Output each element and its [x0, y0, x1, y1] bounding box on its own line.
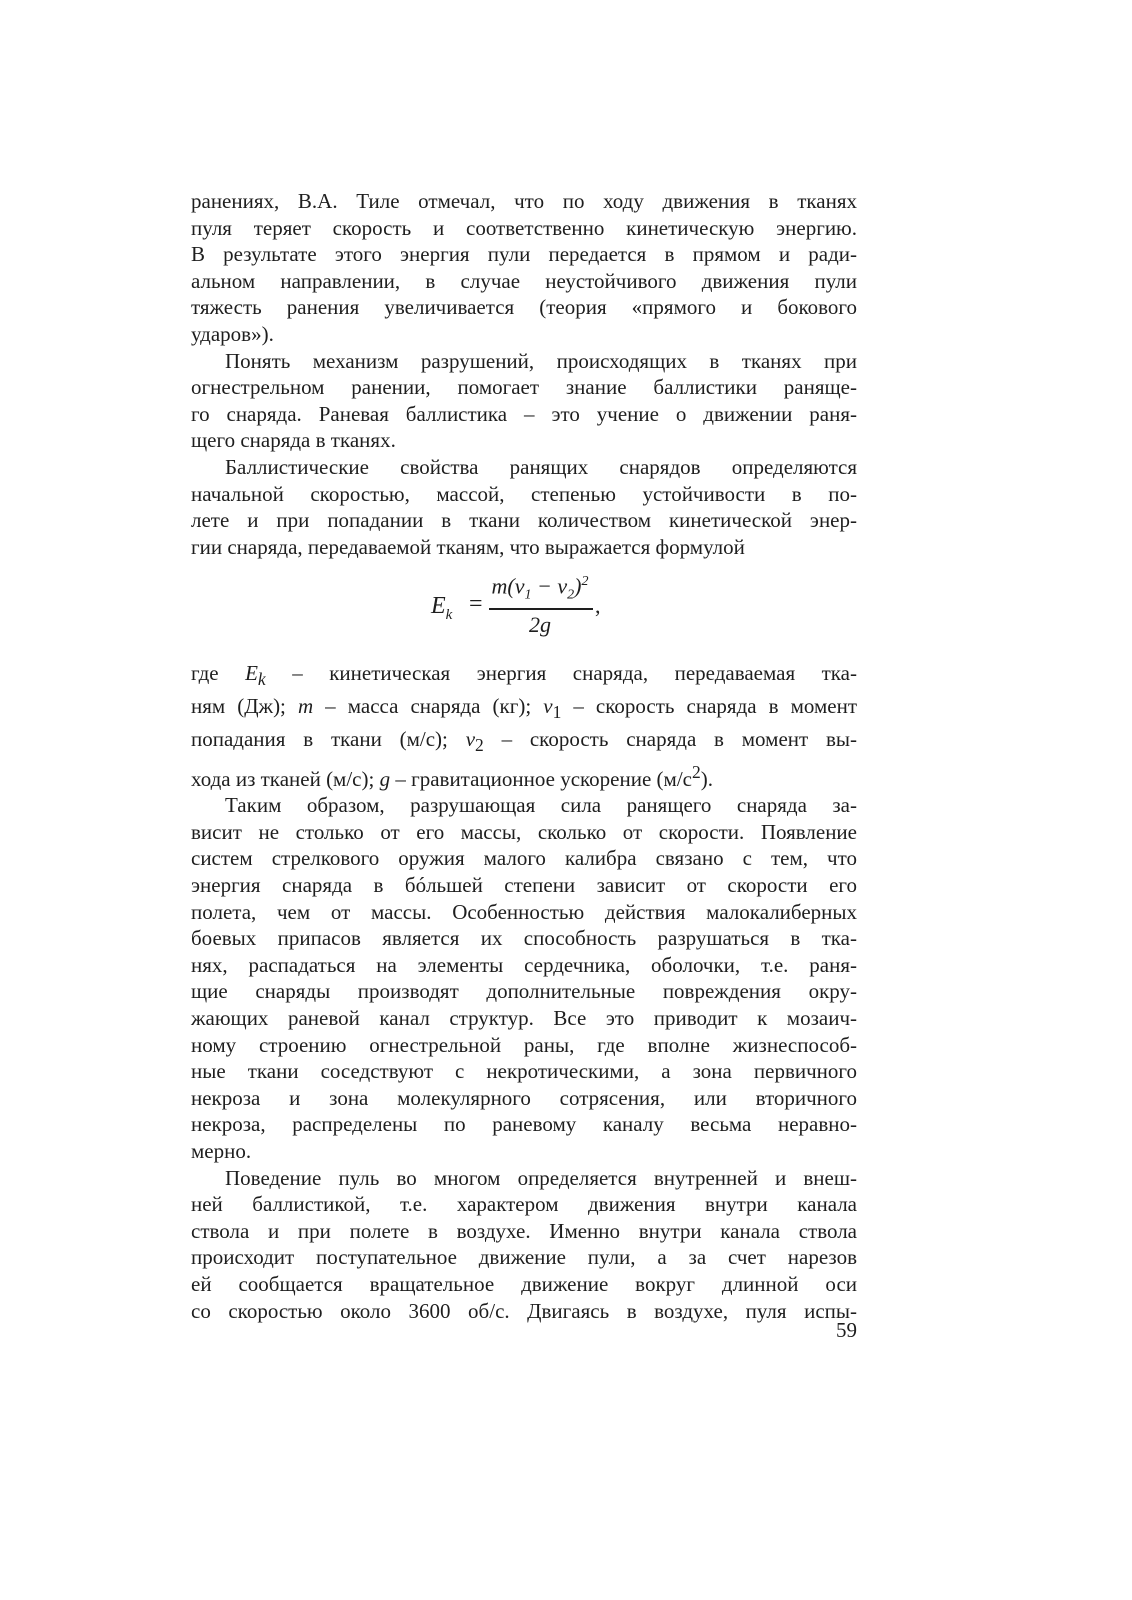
formula-trailing-comma: , — [595, 593, 601, 619]
paragraphs-before-formula — [191, 188, 857, 560]
text-line: огнестрельном ранении, помогает знание баллистики раняще- — [191, 375, 857, 400]
text-line: Понять механизм разрушений, происходящих в тканях при — [225, 348, 857, 373]
formula-equals: = — [469, 591, 483, 618]
text-line: пуля теряет скорость и соответственно кинетическую энергию. — [191, 215, 857, 240]
text-line: щего снаряда в тканях. — [191, 428, 396, 453]
definition-line: ням (Дж); m – масса снаряда (кг); $v_1$ – скорость снаряда в момент — [191, 694, 858, 723]
paragraph — [191, 348, 857, 454]
text-line: щие снаряды производят дополнительные повреждения окру- — [191, 979, 857, 1004]
text-line: жающих раневой канал структур. Все это приводит к мозаич- — [191, 1006, 857, 1030]
formula-denominator: 2g — [529, 612, 551, 638]
text-line: начальной скоростью, массой, степенью устойчивости в по- — [191, 481, 857, 506]
text-line: некроза и зона молекулярного сотрясения, или вторичного — [191, 1085, 857, 1110]
paragraph — [191, 1165, 857, 1325]
kinetic-energy-formula — [191, 569, 857, 651]
fraction-bar — [489, 608, 593, 610]
paragraphs-after-formula — [191, 792, 857, 1324]
paragraph — [191, 188, 857, 348]
definition-line: где $E_k$ – кинетическая энергия снаряда, передаваемая тка- — [191, 661, 857, 690]
text-line: го снаряда. Раневая баллистика – это учение о движении раня- — [191, 401, 857, 426]
text-line: ей сообщается вращательное движение вокруг длинной оси — [191, 1271, 857, 1296]
formula-numerator: $m(v_1 - v_2)^2$ — [491, 573, 589, 604]
text-line: альном направлении, в случае неустойчивого движения пули — [191, 268, 857, 293]
text-line: боевых припасов является их способность разрушаться в тка- — [191, 926, 857, 951]
paragraph — [191, 792, 857, 1164]
definition-line: попадания в ткани (м/с); $v_2$ – скорость снаряда в момент вы- — [191, 726, 858, 756]
text-line: тяжесть ранения увеличивается (теория «прямого и бокового — [191, 295, 857, 320]
text-line: ней баллистикой, т.е. характером движения внутри канала — [191, 1192, 857, 1217]
text-line: ствола и при полете в воздухе. Именно внутри канала ствола — [191, 1218, 857, 1243]
text-line: висит не столько от его массы, сколько от скорости. Появление — [191, 819, 857, 844]
text-line: нях, распадаться на элементы сердечника, оболочки, т.е. раня- — [191, 952, 857, 977]
text-line: В результате этого энергия пули передается в прямом и ради- — [191, 242, 857, 267]
text-line: систем стрелкового оружия малого калибра связано с тем, что — [191, 846, 857, 871]
body-text — [191, 188, 857, 1324]
text-line: ные ткани соседствуют с некротическими, а зона первичного — [191, 1059, 857, 1084]
text-line: происходит поступательное движение пули, а за счет нарезов — [191, 1245, 857, 1270]
text-line: Баллистические свойства ранящих снарядов определяются — [225, 454, 857, 479]
text-line: Поведение пуль во многом определяется внутренней и внеш- — [225, 1165, 857, 1190]
text-line: некроза, распределены по раневому каналу весьма неравно- — [191, 1112, 857, 1137]
text-line: ному строению огнестрельной раны, где вполне жизнеспособ- — [191, 1032, 857, 1057]
text-line: ранениях, В.А. Тиле отмечал, что по ходу движения в тканях — [191, 189, 857, 213]
text-line: ударов»). — [191, 321, 274, 346]
text-line: со скоростью около 3600 об/с. Двигаясь в воздухе, пуля испы- — [191, 1298, 857, 1323]
text-line: полета, чем от массы. Особенностью действия малокалиберных — [191, 899, 857, 924]
text-line: мерно. — [191, 1138, 252, 1163]
variable-definitions — [191, 660, 857, 792]
page-number: 59 — [836, 1318, 857, 1342]
text-line: Таким образом, разрушающая сила ранящего снаряда за- — [225, 793, 857, 818]
text-line: гии снаряда, передаваемой тканям, что выражается формулой — [191, 534, 745, 559]
text-line: энергия снаряда в бóльшей степени зависит от скорости его — [191, 873, 857, 898]
text-line: лете и при попадании в ткани количеством кинетической энер- — [191, 508, 857, 533]
paragraph — [191, 454, 857, 560]
formula-lhs: $E_k$ — [431, 593, 453, 624]
definition-line: хода из тканей (м/с); g – гравитационное ускорение $(м/с^2)$. — [191, 761, 713, 791]
